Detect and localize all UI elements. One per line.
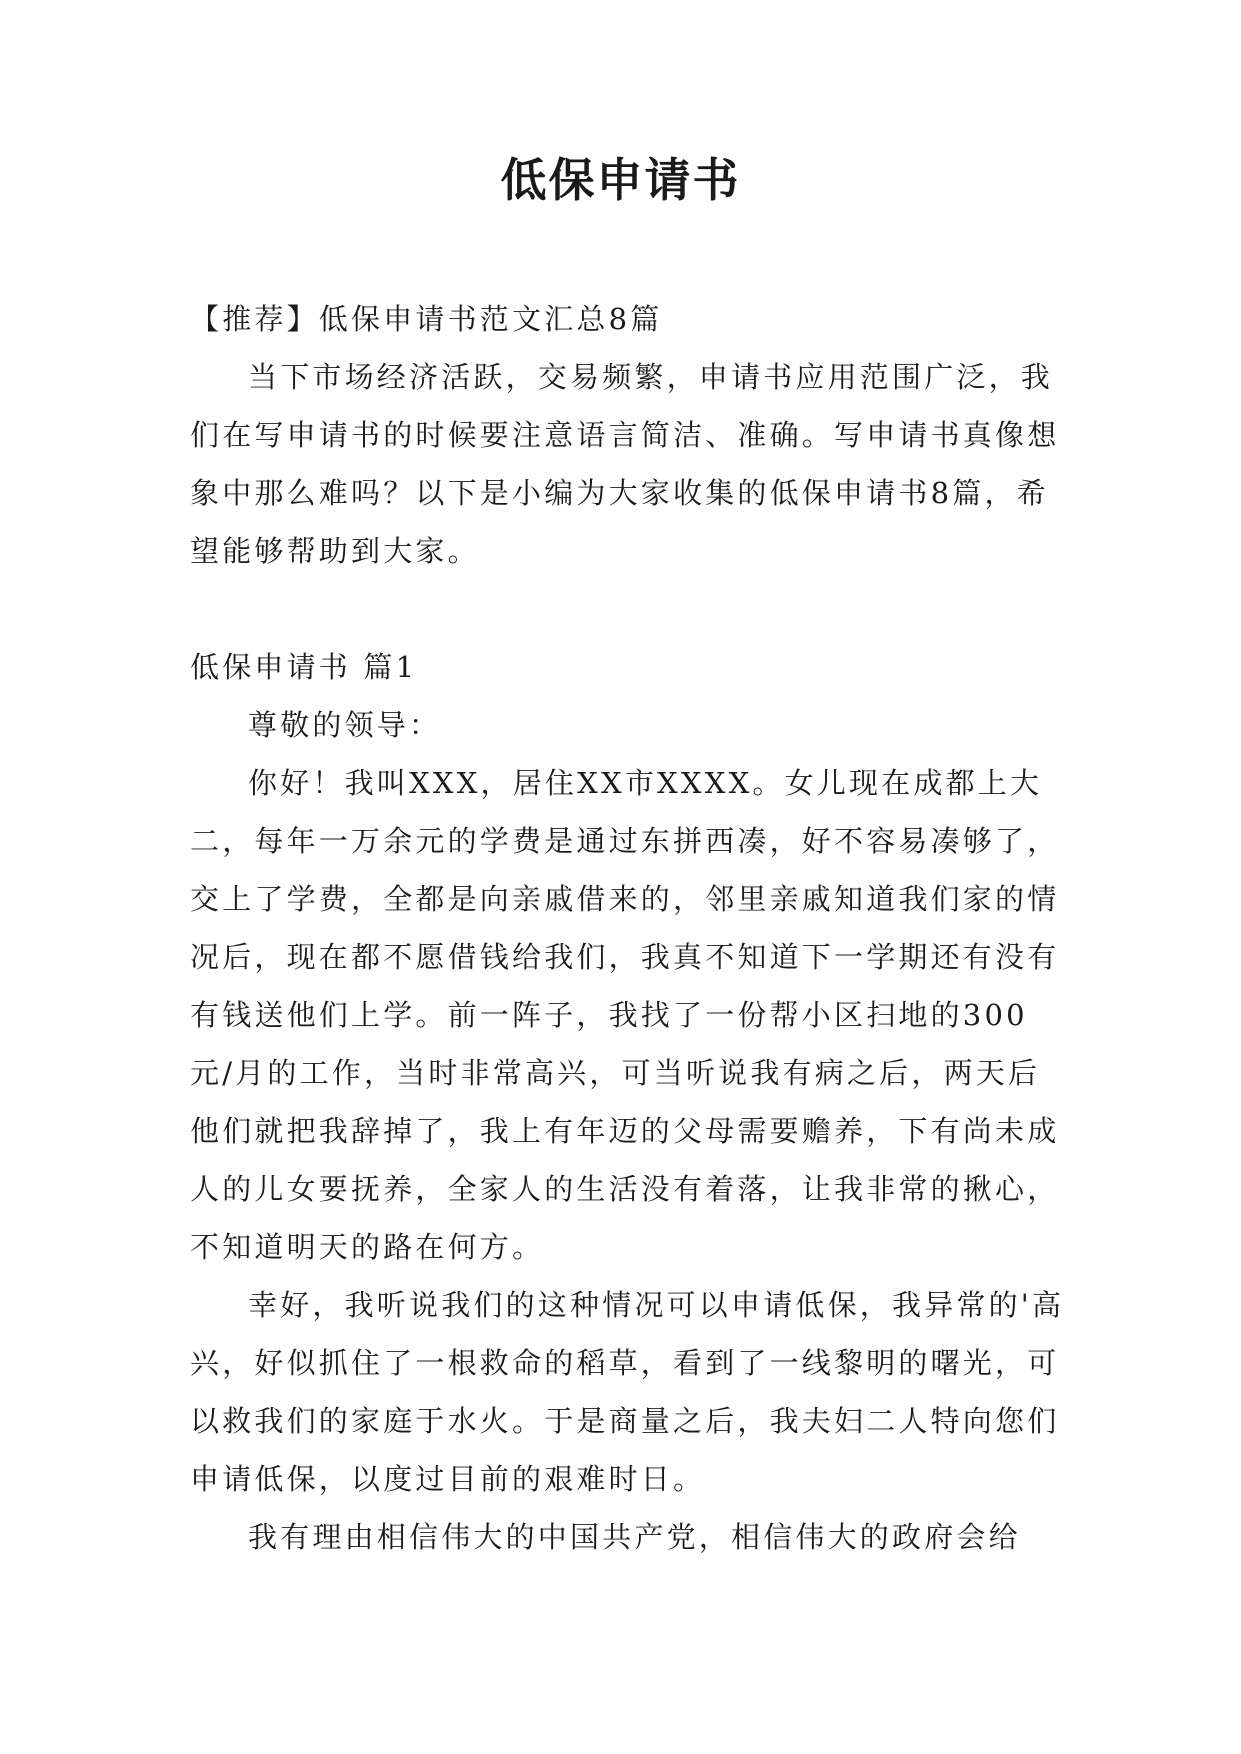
- body-paragraph-2: 幸好，我听说我们的这种情况可以申请低保，我异常的'高兴，好似抓住了一根救命的稻草，看到了一线黎明的曙光，可以救我们的家庭于水火。于是商量之后，我夫妇二人特向您们申请低保，以度过目前的艰难时日。: [190, 1288, 1065, 1496]
- intro-heading: 【推荐】低保申请书范文汇总8篇: [190, 302, 663, 336]
- document-body: [190, 290, 1070, 1566]
- body-paragraph-3: 我有理由相信伟大的中国共产党，相信伟大的政府会给: [248, 1520, 1021, 1554]
- document-title: 低保申请书: [500, 153, 741, 207]
- section-heading: 低保申请书 篇1: [190, 650, 418, 684]
- intro-paragraph: 当下市场经济活跃，交易频繁，申请书应用范围广泛，我们在写申请书的时候要注意语言简洁、准确。写申请书真像想象中那么难吗？以下是小编为大家收集的低保申请书8篇，希望能够帮助到大家。: [190, 360, 1060, 568]
- salutation: 尊敬的领导：: [248, 708, 442, 742]
- body-paragraph-1: 你好！我叫XXX，居住XX市XXXX。女儿现在成都上大二，每年一万余元的学费是通过东拼西凑，好不容易凑够了，交上了学费，全都是向亲戚借来的，邻里亲戚知道我们家的情况后，现在都不愿借钱给我们，我真不知道下一学期还有没有有钱送他们上学。前一阵子，我找了一份帮小区扫地的300元/月的工作，当时非常高兴，可当听说我有病之后，两天后他们就把我辞掉了，我上有年迈的父母需要赡养，下有尚未成人的儿女要抚养，全家人的生活没有着落，让我非常的揪心，不知道明天的路在何方。: [190, 766, 1060, 1264]
